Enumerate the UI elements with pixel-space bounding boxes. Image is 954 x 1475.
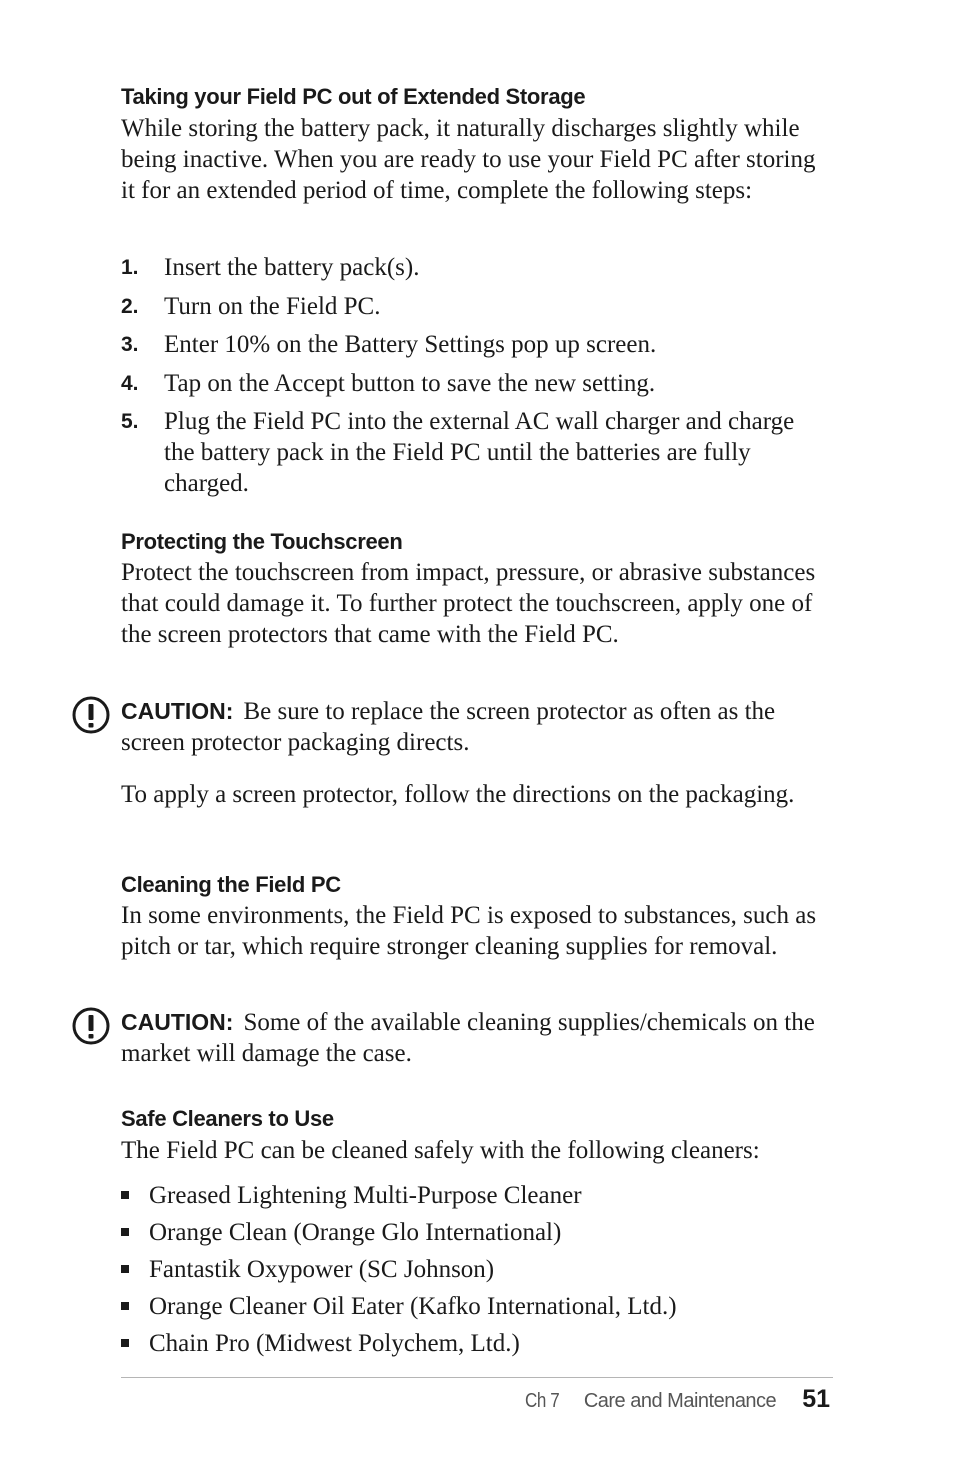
step-number: 4. — [121, 371, 139, 395]
section-heading-extended-storage: Taking your Field PC out of Extended Storage — [121, 84, 586, 109]
step-text: Tap on the Accept button to save the new setting. — [164, 369, 656, 397]
list-item — [121, 1217, 833, 1248]
square-bullet-icon — [121, 1302, 129, 1310]
step-item — [121, 368, 833, 399]
footer-section-title: Care and Maintenance — [583, 1390, 777, 1412]
cleaner-name: Greased Lightening Multi-Purpose Cleaner — [149, 1182, 582, 1209]
square-bullet-icon — [121, 1191, 129, 1199]
section-heading-cleaning: Cleaning the Field PC — [121, 872, 341, 897]
footer-divider — [121, 1377, 833, 1378]
cleaner-name: Orange Clean (Orange Glo International) — [149, 1219, 562, 1246]
step-number: 3. — [121, 333, 139, 356]
step-item — [121, 329, 833, 360]
step-text: Turn on the Field PC. — [164, 292, 381, 320]
extended-storage-steps — [121, 252, 833, 507]
cleaner-name: Chain Pro (Midwest Polychem, Ltd.) — [149, 1330, 520, 1357]
cleaning-intro: In some environments, the Field PC is exposed to substances, such as pitch or tar, which require stronger cleaning supplies for removal. — [121, 902, 817, 960]
cleaner-name: Fantastik Oxypower (SC Johnson) — [149, 1256, 495, 1283]
step-item — [121, 406, 833, 499]
step-text: Plug the Field PC into the external AC wall charger and charge the battery pack in the Field PC until the batteries are fully charged. — [164, 408, 795, 497]
exclamation-circle-icon — [72, 696, 110, 734]
list-item — [121, 1328, 833, 1359]
square-bullet-icon — [121, 1339, 129, 1347]
step-number: 5. — [121, 410, 139, 433]
square-bullet-icon — [121, 1228, 129, 1236]
extended-storage-intro: While storing the battery pack, it naturally discharges slightly while being inactive. When you are ready to use your Field PC after storing it for an extended period of time, complete the following steps: — [121, 115, 816, 204]
footer-chapter: Ch 7 — [524, 1390, 559, 1412]
step-item — [121, 291, 833, 322]
screen-protector-instructions: To apply a screen protector, follow the directions on the packaging. — [121, 781, 795, 808]
square-bullet-icon — [121, 1265, 129, 1273]
safe-cleaners-list — [121, 1180, 833, 1365]
cleaner-name: Orange Cleaner Oil Eater (Kafko International, Ltd.) — [149, 1293, 677, 1320]
list-item — [121, 1180, 833, 1211]
list-item — [121, 1254, 833, 1285]
caution-label: CAUTION: — [121, 698, 234, 724]
step-number: 1. — [121, 256, 139, 279]
section-heading-safe-cleaners: Safe Cleaners to Use — [121, 1106, 334, 1131]
page-footer — [519, 1385, 830, 1414]
touchscreen-intro: Protect the touchscreen from impact, pressure, or abrasive substances that could damage it. To further protect the touchscreen, apply one of the screen protectors that came with the Field PC. — [121, 559, 816, 648]
safe-cleaners-intro: The Field PC can be cleaned safely with the following cleaners: — [121, 1137, 760, 1164]
caution-note-screen-protector — [121, 696, 833, 758]
caution-note-chemicals — [121, 1007, 833, 1069]
exclamation-circle-icon — [72, 1007, 110, 1045]
page-number: 51 — [802, 1385, 830, 1413]
step-number: 2. — [121, 294, 139, 318]
caution-text: Some of the available cleaning supplies/chemicals on the market will damage the case. — [121, 1009, 815, 1067]
step-text: Enter 10% on the Battery Settings pop up screen. — [164, 331, 657, 358]
step-text: Insert the battery pack(s). — [164, 254, 420, 281]
step-item — [121, 252, 833, 283]
section-heading-touchscreen: Protecting the Touchscreen — [121, 529, 403, 554]
list-item — [121, 1291, 833, 1322]
caution-label: CAUTION: — [121, 1009, 234, 1035]
caution-text: Be sure to replace the screen protector as often as the screen protector packaging directs. — [121, 698, 776, 756]
